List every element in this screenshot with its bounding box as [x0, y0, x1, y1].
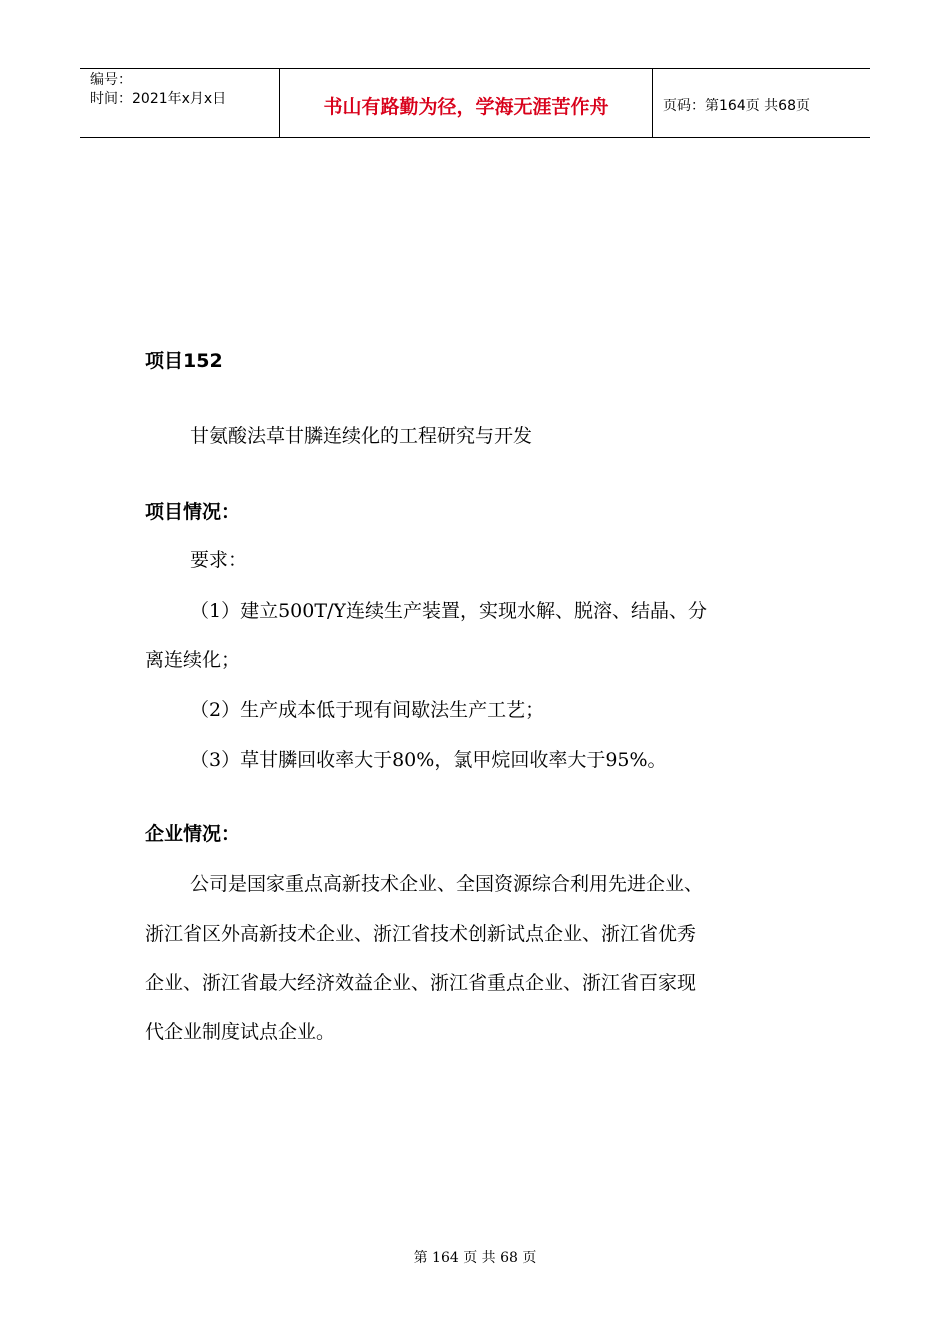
- requirements-label: 要求：: [190, 549, 248, 571]
- requirement-item-1: （1）建立500T/Y连续生产装置，实现水解、脱溶、结晶、分: [190, 600, 707, 622]
- company-text-line-3: 企业、浙江省最大经济效益企业、浙江省重点企业、浙江省百家现: [145, 972, 697, 994]
- requirement-item-1-continued: 离连续化；: [145, 649, 241, 671]
- company-situation-heading: 企业情况：: [145, 823, 241, 845]
- requirement-item-2: （2）生产成本低于现有间歇法生产工艺；: [190, 699, 545, 721]
- header-page-info: 页码：第164页 共68页: [663, 98, 810, 114]
- header-meta: [80, 69, 280, 137]
- project-situation-heading: 项目情况：: [145, 501, 241, 523]
- company-text-line-4: 代企业制度试点企业。: [145, 1021, 336, 1043]
- header-motto: 书山有路勤为径，学海无涯苦作舟: [280, 69, 653, 137]
- requirement-item-3: （3）草甘膦回收率大于80%，氯甲烷回收率大于95%。: [190, 749, 667, 771]
- company-text-line-1: 公司是国家重点高新技术企业、全国资源综合利用先进企业、: [190, 873, 704, 895]
- project-title: 项目152: [145, 350, 223, 372]
- document-time-label: 时间：2021年x月x日: [90, 91, 227, 107]
- document-number-label: 编号：: [90, 72, 132, 88]
- page-footer: 第 164 页 共 68 页: [413, 1250, 537, 1266]
- project-subtitle: 甘氨酸法草甘膦连续化的工程研究与开发: [190, 425, 533, 447]
- company-text-line-2: 浙江省区外高新技术企业、浙江省技术创新试点企业、浙江省优秀: [145, 923, 697, 945]
- page-header: [80, 68, 870, 138]
